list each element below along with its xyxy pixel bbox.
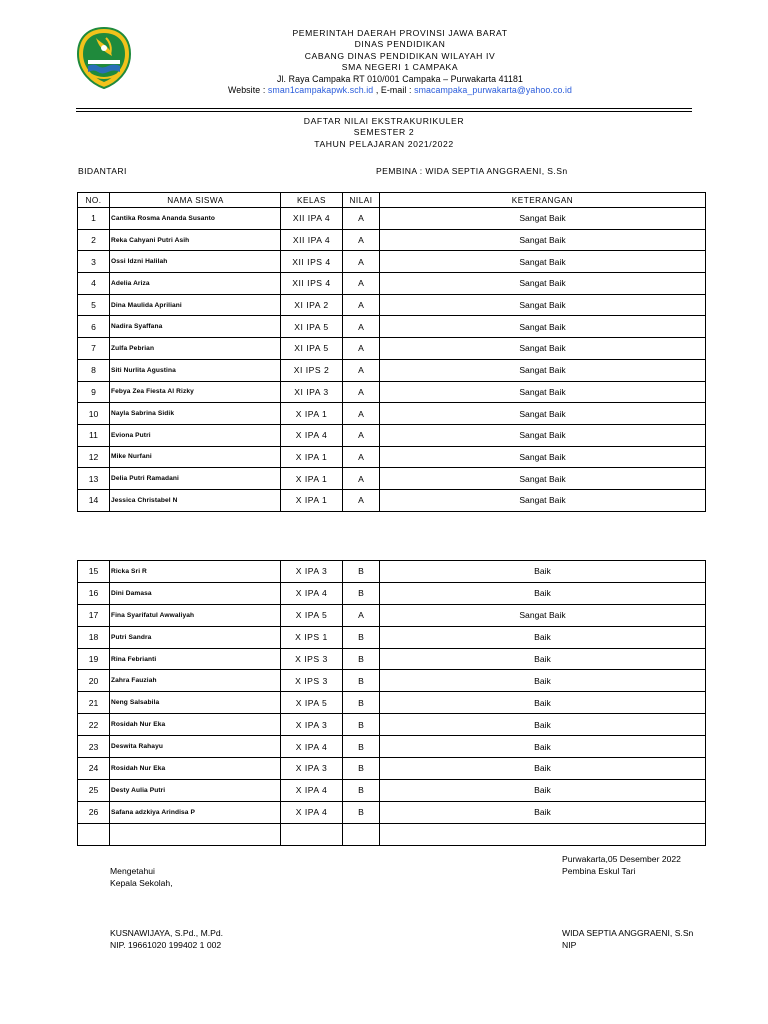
cell-name: Eviona Putri [110,424,281,446]
cell-name: Safana adzkiya Arindisa P [110,801,281,823]
cell-nilai: A [343,446,380,468]
cell-name: Rosidah Nur Eka [110,714,281,736]
principal-signature [110,928,223,951]
cell-nilai: B [343,648,380,670]
email-link[interactable]: smacampaka_purwakarta@yahoo.co.id [414,85,573,96]
principal-name: KUSNAWIJAYA, S.Pd., M.Pd. [110,928,224,938]
cell-nilai: B [343,561,380,583]
cell-no: 22 [78,714,110,736]
cell-name: Fina Syarifatul Awwaliyah [110,604,281,626]
place-date: Purwakarta,05 Desember 2022 [562,854,681,864]
cell-no: 4 [78,273,110,295]
cell-name: Febya Zea Fiesta Al Rizky [110,381,281,403]
cell-kelas: X IPS 3 [281,670,343,692]
cell-nilai: A [343,229,380,251]
cell-kelas: XI IPA 5 [281,338,343,360]
website-label: Website : [227,85,268,96]
principal-nip: NIP. 19661020 199402 1 002 [110,939,222,950]
table-row [78,273,706,295]
cell-no: 8 [78,359,110,381]
cell-kelas: X IPA 3 [281,561,343,583]
cell-name: Delia Putri Ramadani [110,468,281,490]
cell-keterangan: Baik [380,648,706,670]
cell-kelas: X IPA 1 [281,489,343,511]
cell-no: 13 [78,468,110,490]
table-row [78,446,706,468]
cell-kelas: X IPA 4 [281,736,343,758]
cell-keterangan: Baik [380,779,706,801]
cell-nilai: B [343,801,380,823]
grades-table-part-1 [77,192,706,512]
table-row [78,251,706,273]
cell-keterangan: Baik [380,626,706,648]
cell-kelas: X IPA 3 [281,714,343,736]
cell-keterangan: Sangat Baik [380,294,706,316]
cell-name [110,823,281,845]
cell-kelas: X IPA 1 [281,403,343,425]
cell-no: 7 [78,338,110,360]
jawa-barat-crest-icon [76,26,132,90]
cell-nilai: B [343,736,380,758]
cell-no: 21 [78,692,110,714]
cell-name: Nadira Syaffana [110,316,281,338]
header-divider-thick [76,108,692,109]
table-row [78,316,706,338]
header-keterangan: KETERANGAN [380,193,706,208]
cell-nilai: A [343,316,380,338]
cell-no: 19 [78,648,110,670]
cell-name: Deswita Rahayu [110,736,281,758]
title-line-3: TAHUN PELAJARAN 2021/2022 [314,138,454,149]
cell-keterangan: Baik [380,561,706,583]
school-name: SMA NEGERI 1 CAMPAKA [341,62,459,73]
cell-kelas: X IPA 4 [281,801,343,823]
table-row [78,670,706,692]
cell-kelas: XI IPA 5 [281,316,343,338]
grades-table-part-2 [77,560,706,846]
cell-name: Mike Nurfani [110,446,281,468]
cell-no: 26 [78,801,110,823]
cell-no: 24 [78,758,110,780]
cell-nilai: B [343,626,380,648]
cell-nilai: B [343,582,380,604]
cell-kelas [281,823,343,845]
cell-kelas: XII IPS 4 [281,251,343,273]
cell-name: Ricka Sri R [110,561,281,583]
cell-name: Siti Nurlita Agustina [110,359,281,381]
cell-no: 17 [78,604,110,626]
cell-name: Reka Cahyani Putri Asih [110,229,281,251]
header-name: NAMA SISWA [110,193,281,208]
cell-keterangan: Sangat Baik [380,604,706,626]
branch-name: CABANG DINAS PENDIDIKAN WILAYAH IV [304,50,496,61]
cell-no: 1 [78,208,110,230]
cell-kelas: X IPA 5 [281,604,343,626]
cell-nilai: B [343,692,380,714]
cell-keterangan: Sangat Baik [380,489,706,511]
cell-kelas: X IPA 3 [281,758,343,780]
cell-name: Jessica Christabel N [110,489,281,511]
place-date-block [562,854,681,877]
title-line-1: DAFTAR NILAI EKSTRAKURIKULER [303,116,465,126]
cell-keterangan: Baik [380,736,706,758]
cell-kelas: XII IPS 4 [281,273,343,295]
cell-name: Rosidah Nur Eka [110,758,281,780]
cell-nilai: A [343,604,380,626]
cell-no: 10 [78,403,110,425]
cell-no: 23 [78,736,110,758]
table-row [78,294,706,316]
cell-kelas: XI IPS 2 [281,359,343,381]
cell-name: Desty Aulia Putri [110,779,281,801]
acknowledged-label: Mengetahui [110,866,155,876]
letterhead [150,28,650,96]
cell-name: Zahra Fauziah [110,670,281,692]
cell-kelas: X IPA 1 [281,446,343,468]
header-nilai: NILAI [343,193,380,208]
cell-kelas: XI IPA 2 [281,294,343,316]
table-row [78,779,706,801]
cell-keterangan: Sangat Baik [380,359,706,381]
cell-nilai: A [343,468,380,490]
table-row [78,648,706,670]
cell-no: 18 [78,626,110,648]
cell-keterangan: Sangat Baik [380,381,706,403]
table-row [78,424,706,446]
cell-keterangan: Sangat Baik [380,208,706,230]
cell-no: 5 [78,294,110,316]
cell-keterangan: Sangat Baik [380,229,706,251]
cell-nilai: A [343,273,380,295]
header-kelas: KELAS [281,193,343,208]
cell-nilai: B [343,779,380,801]
table-row [78,338,706,360]
coach-name: PEMBINA : WIDA SEPTIA ANGGRAENI, S.Sn [376,166,568,176]
table-row [78,692,706,714]
cell-keterangan: Baik [380,670,706,692]
government-name: PEMERINTAH DAERAH PROVINSI JAWA BARAT [292,28,508,38]
table-row [78,403,706,425]
cell-name: Adelia Ariza [110,273,281,295]
cell-no: 14 [78,489,110,511]
cell-keterangan: Baik [380,582,706,604]
header-no: NO. [78,193,110,208]
cell-name: Cantika Rosma Ananda Susanto [110,208,281,230]
cell-kelas: XII IPA 4 [281,229,343,251]
table-row [78,604,706,626]
cell-keterangan: Sangat Baik [380,424,706,446]
email-label: , E-mail : [373,85,415,96]
cell-no: 15 [78,561,110,583]
cell-nilai: A [343,294,380,316]
cell-keterangan: Sangat Baik [380,403,706,425]
cell-no: 9 [78,381,110,403]
table-row [78,381,706,403]
cell-no: 2 [78,229,110,251]
cell-nilai: A [343,338,380,360]
cell-keterangan: Sangat Baik [380,468,706,490]
cell-no [78,823,110,845]
cell-no: 25 [78,779,110,801]
cell-nilai: B [343,758,380,780]
cell-kelas: XI IPA 3 [281,381,343,403]
cell-keterangan: Baik [380,758,706,780]
cell-name: Zulfa Pebrian [110,338,281,360]
table-row [78,468,706,490]
cell-no: 20 [78,670,110,692]
cell-keterangan: Sangat Baik [380,251,706,273]
activity-name: BIDANTARI [78,166,127,176]
cell-nilai [343,823,380,845]
department-name: DINAS PENDIDIKAN [354,39,446,50]
cell-kelas: X IPA 5 [281,692,343,714]
table-row [78,582,706,604]
cell-keterangan: Sangat Baik [380,446,706,468]
cell-keterangan: Sangat Baik [380,338,706,360]
cell-kelas: XII IPA 4 [281,208,343,230]
table-row [78,758,706,780]
cell-name: Putri Sandra [110,626,281,648]
cell-keterangan: Baik [380,714,706,736]
table-row [78,561,706,583]
cell-no: 16 [78,582,110,604]
cell-name: Ossi Idzni Halilah [110,251,281,273]
title-line-2: SEMESTER 2 [353,127,415,138]
table-row [78,489,706,511]
cell-kelas: X IPA 1 [281,468,343,490]
coach-signature [562,928,693,951]
table-row [78,736,706,758]
cell-nilai: A [343,381,380,403]
cell-no: 11 [78,424,110,446]
cell-name: Dina Maulida Apriliani [110,294,281,316]
acknowledgement-block [110,866,173,889]
table-row [78,359,706,381]
cell-kelas: X IPS 1 [281,626,343,648]
principal-title: Kepala Sekolah, [110,877,173,888]
cell-name: Neng Salsabila [110,692,281,714]
cell-keterangan [380,823,706,845]
cell-no: 3 [78,251,110,273]
coach-title: Pembina Eskul Tari [562,865,636,876]
cell-keterangan: Sangat Baik [380,273,706,295]
table-row [78,823,706,845]
cell-keterangan: Baik [380,801,706,823]
cell-nilai: A [343,251,380,273]
cell-kelas: X IPA 4 [281,779,343,801]
school-address: Jl. Raya Campaka RT 010/001 Campaka – Purwakarta 41181 [277,73,523,84]
cell-no: 12 [78,446,110,468]
cell-keterangan: Baik [380,692,706,714]
cell-nilai: B [343,670,380,692]
cell-kelas: X IPA 4 [281,424,343,446]
cell-nilai: A [343,359,380,381]
header-divider-thin [76,111,692,112]
document-title [250,116,518,150]
table-row [78,714,706,736]
table-row [78,626,706,648]
cell-kelas: X IPA 4 [281,582,343,604]
cell-nilai: A [343,403,380,425]
cell-nilai: A [343,489,380,511]
coach-signature-name: WIDA SEPTIA ANGGRAENI, S.Sn [562,928,694,938]
coach-nip: NIP [562,939,577,950]
cell-nilai: A [343,208,380,230]
cell-name: Dini Damasa [110,582,281,604]
table-row [78,208,706,230]
cell-name: Nayla Sabrina Sidik [110,403,281,425]
cell-kelas: X IPS 3 [281,648,343,670]
table-row [78,801,706,823]
cell-keterangan: Sangat Baik [380,316,706,338]
website-link[interactable]: sman1campakapwk.sch.id [267,85,374,96]
table-header-row [78,193,706,208]
cell-no: 6 [78,316,110,338]
cell-name: Rina Febrianti [110,648,281,670]
cell-nilai: A [343,424,380,446]
table-row [78,229,706,251]
contact-line [150,85,650,96]
cell-nilai: B [343,714,380,736]
